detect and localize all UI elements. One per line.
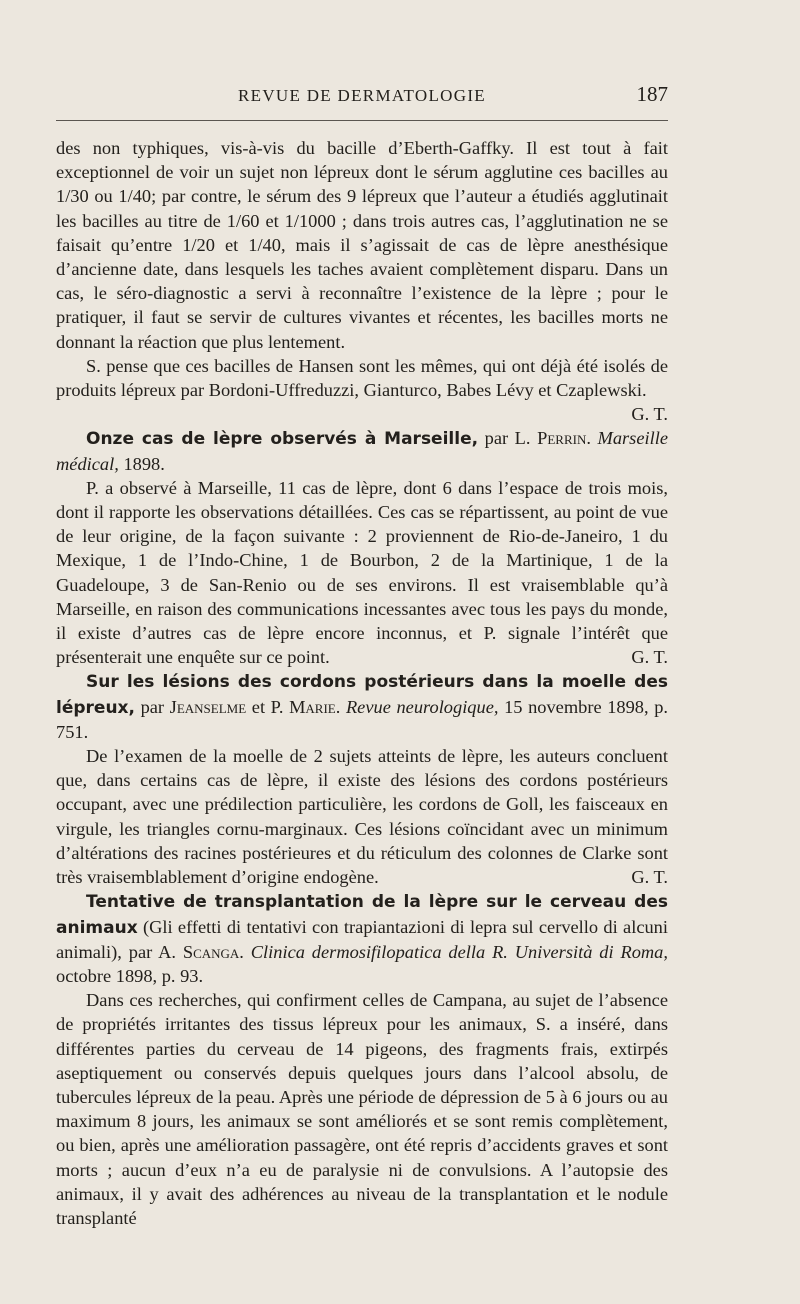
journal-title: REVUE DE DERMATOLOGIE [238, 86, 486, 105]
byline: et P. [251, 696, 284, 717]
article-heading [56, 669, 668, 744]
journal-name: Revue neurologique, [345, 696, 499, 717]
signature: G. T. [631, 647, 668, 668]
paragraph [56, 354, 668, 425]
journal-name: Marseille médical, [56, 428, 668, 474]
journal-name: Clinica dermosifilopatica della R. Università di Roma, [250, 941, 668, 962]
citation-year: 1898. [123, 453, 165, 474]
byline: par [140, 696, 165, 717]
byline: par L. [484, 428, 531, 449]
page-body [56, 136, 668, 1230]
article-heading [56, 889, 668, 988]
paragraph [56, 988, 668, 1230]
paragraph-text: Dans ces recherches, qui confirment celles de Campana, au sujet de l’absence de propriétés irritantes des tissus lépreux pour les animaux, S. a inséré, dans différentes parties du cerveau de 14 pigeons, des fragments frais, extirpés aseptiquement ou conservés depuis quelques jours dans l’alcool absolu, de tubercules lépreux de la peau. Après une période de dépression de 5 à 6 jours ou au maximum 8 jours, les animaux se sont améliorés et se sont remis complètement, ou bien, après une amélioration passagère, ont été repris d’accidents graves et sont morts ; aucun d’eux n’a eu de paralysie ni de convulsions. A l’autopsie des animaux, il y avait des adhérences au niveau de la transplantation et le nodule transplanté [56, 990, 668, 1228]
article-title: Onze cas de lèpre observés à Marseille, [86, 429, 479, 450]
article-heading [56, 426, 668, 475]
paragraph [56, 476, 668, 670]
paragraph-continued [56, 136, 668, 354]
author-name: Scanga. [182, 941, 244, 962]
author-name: Perrin. [537, 428, 591, 449]
page-number: 187 [636, 82, 668, 106]
paragraph-text: S. pense que ces bacilles de Hansen sont les mêmes, qui ont déjà été isolés de produits lépreux par Bordoni-Uffreduzzi, Gianturco, Babes Lévy et Czaplewski. [56, 355, 668, 401]
italian-title: (Gli effetti di tentativi con trapiantazioni di lepra sul cervello di alcuni animali), par A. [56, 916, 668, 962]
author-name: Marie. [289, 696, 341, 717]
running-header [56, 84, 668, 110]
signature: G. T. [631, 404, 668, 425]
author-name: Jeanselme [169, 696, 247, 717]
citation-details: octobre 1898, p. 93. [56, 965, 204, 986]
article-title: Sur les lésions des cordons postérieurs dans la moelle des lépreux, [56, 672, 668, 718]
header-rule [56, 120, 668, 121]
paragraph [56, 744, 668, 889]
signature: G. T. [631, 867, 668, 888]
paragraph-text: des non typhiques, vis-à-vis du bacille d’Eberth-Gaffky. Il est tout à fait exceptionnel de voir un sujet non lépreux dont le sérum agglutine ces bacilles au 1/30 ou 1/40; par contre, le sérum des 9 lépreux que l’auteur a étudiés agglutinait les bacilles au titre de 1/60 et 1/1000 ; dans trois autres cas, l’agglutination ne se faisait qu’entre 1/20 et 1/40, mais il s’agissait de cas de lèpre anesthésique d’ancienne date, dans lesquels les taches avaient complètement disparu. Dans un cas, le séro-diagnostic a servi à reconnaître l’existence de la lèpre ; pour le pratiquer, il faut se servir de cultures vivantes et récentes, les bacilles morts ne donnant la réaction que plus lentement. [56, 138, 668, 352]
article-title: Tentative de transplantation de la lèpre sur le cerveau des animaux [56, 892, 668, 938]
paragraph-text: De l’examen de la moelle de 2 sujets atteints de lèpre, les auteurs concluent que, dans certains cas de lèpre, il existe des lésions des cordons postérieurs occupant, avec une prédilection particulière, les cordons de Goll, les faisceaux en virgule, les triangles cornu-marginaux. Ces lésions coïncidant avec un minimum d’altérations des racines postérieures et du réticulum des colonnes de Clarke sont très vraisemblablement d’origine endogène. [56, 746, 668, 888]
citation-details: 15 novembre 1898, p. 751. [56, 696, 668, 742]
paragraph-text: P. a observé à Marseille, 11 cas de lèpre, dont 6 dans l’espace de trois mois, dont il rapporte les observations détaillées. Ces cas se répartissent, au point de vue de leur origine, de la façon suivante : 2 proviennent de Rio-de-Janeiro, 1 du Mexique, 1 de l’Indo-Chine, 1 de Bourbon, 2 de la Martinique, 1 de la Guadeloupe, 3 de San-Renio ou de ses environs. Il est vraisemblable qu’à Marseille, en raison des communications incessantes avec tous les pays du monde, il existe d’autres cas de lèpre encore inconnus, et P. signale l’intérêt que présenterait une enquête sur ce point. [56, 477, 668, 668]
